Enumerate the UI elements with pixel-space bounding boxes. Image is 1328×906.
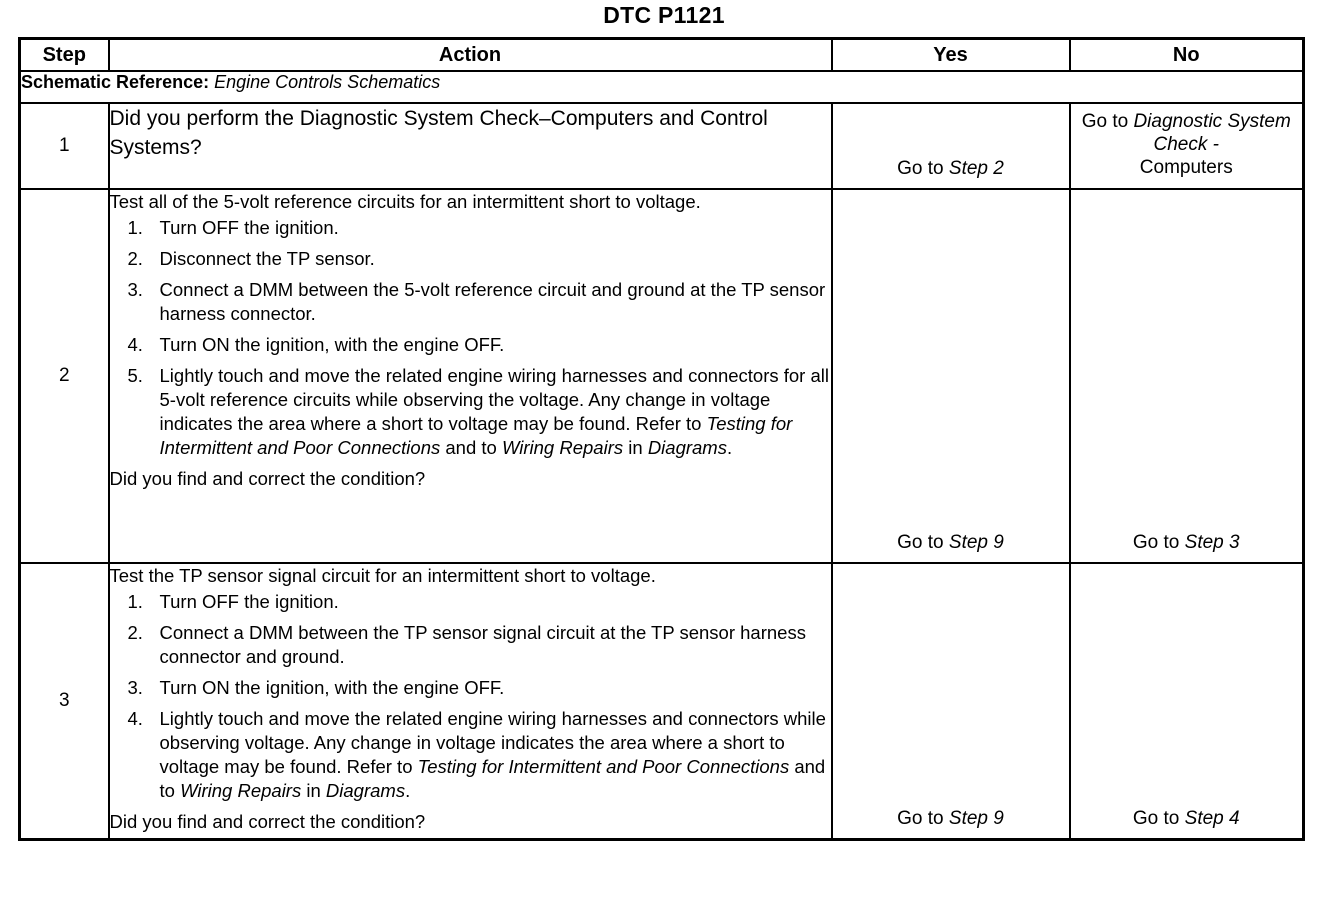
list-item: 3. Connect a DMM between the 5-volt reference circuit and ground at the TP sensor harness connector. [127,279,826,324]
step-3-no: Go to Step 4 [1070,563,1304,840]
step-3-list [110,590,831,803]
list-item: 1. Turn OFF the ignition. [127,591,339,612]
step-number: 3 [20,563,109,840]
header-yes: Yes [832,39,1070,72]
step-3-yes: Go to Step 9 [832,563,1070,840]
no-prefix: Go to [1081,111,1134,132]
step-3-intro: Test the TP sensor signal circuit for an intermittent short to voltage. [109,565,656,586]
table-row-step-1 [20,103,1304,189]
list-item: 4. Lightly touch and move the related engine wiring harnesses and connectors while observing voltage. Any change in voltage indicates the area where a short to voltage may be found. Refer to Testing for Intermittent and Poor Connections and to Wiring Repairs in Diagrams. [127,708,826,801]
table-row-step-2 [20,189,1304,563]
list-item: 5. Lightly touch and move the related engine wiring harnesses and connectors for all 5-volt reference circuits while observing the voltage. Any change in voltage indicates the area where a short to voltage may be found. Refer to Testing for Intermittent and Poor Connections and to Wiring Repairs in Diagrams. [127,365,829,458]
yes-prefix: Go to [897,158,949,179]
step-2-action [109,189,832,563]
step-3-question: Did you find and correct the condition? [109,811,426,832]
ref-link[interactable]: Testing for Intermittent and Poor Connections [417,756,790,777]
step-2-list [110,216,831,460]
header-step: Step [20,39,109,72]
yes-link[interactable]: Step 2 [948,158,1004,179]
step-2-no: Go to Step 3 [1070,189,1304,563]
header-row [20,39,1304,72]
step-2-yes: Go to Step 9 [832,189,1070,563]
yes-link[interactable]: Step 9 [948,808,1004,829]
schematic-row [20,71,1304,103]
no-link[interactable]: Step 3 [1184,532,1240,553]
header-action: Action [109,39,832,72]
list-item: 2. Connect a DMM between the TP sensor signal circuit at the TP sensor harness connector and ground. [127,622,806,667]
table-row-step-3 [20,563,1304,840]
diagnostic-table [18,37,1305,841]
list-item: 3. Turn ON the ignition, with the engine OFF. [127,677,505,698]
no-link[interactable]: Step 4 [1184,808,1240,829]
list-item: 4. Turn ON the ignition, with the engine OFF. [127,334,505,355]
step-number: 1 [20,103,109,189]
ref-link[interactable]: Wiring Repairs [501,437,624,458]
schematic-label: Schematic Reference: [21,72,210,92]
no-link[interactable]: Diagnostic System Check - [1133,111,1291,155]
step-1-yes [832,103,1070,189]
ref-link[interactable]: Diagrams [325,780,406,801]
step-3-action [109,563,832,840]
no-suffix: Computers [1139,157,1233,178]
list-item: 1. Turn OFF the ignition. [127,217,339,238]
ref-link[interactable]: Testing for Intermittent and Poor Connections [159,413,793,458]
schematic-value: Engine Controls Schematics [214,72,441,92]
page-title: DTC P1121 [603,2,725,28]
step-number: 2 [20,189,109,563]
yes-link[interactable]: Step 9 [948,532,1004,553]
schematic-reference [20,71,1304,103]
step-2-intro: Test all of the 5-volt reference circuits for an intermittent short to voltage. [109,191,701,212]
step-1-no [1070,103,1304,189]
step-2-question: Did you find and correct the condition? [109,468,426,489]
header-no: No [1070,39,1304,72]
list-item: 2. Disconnect the TP sensor. [127,248,375,269]
ref-link[interactable]: Wiring Repairs [180,780,302,801]
ref-link[interactable]: Diagrams [647,437,727,458]
step-1-question: Did you perform the Diagnostic System Check–Computers and Control Systems? [109,103,832,189]
